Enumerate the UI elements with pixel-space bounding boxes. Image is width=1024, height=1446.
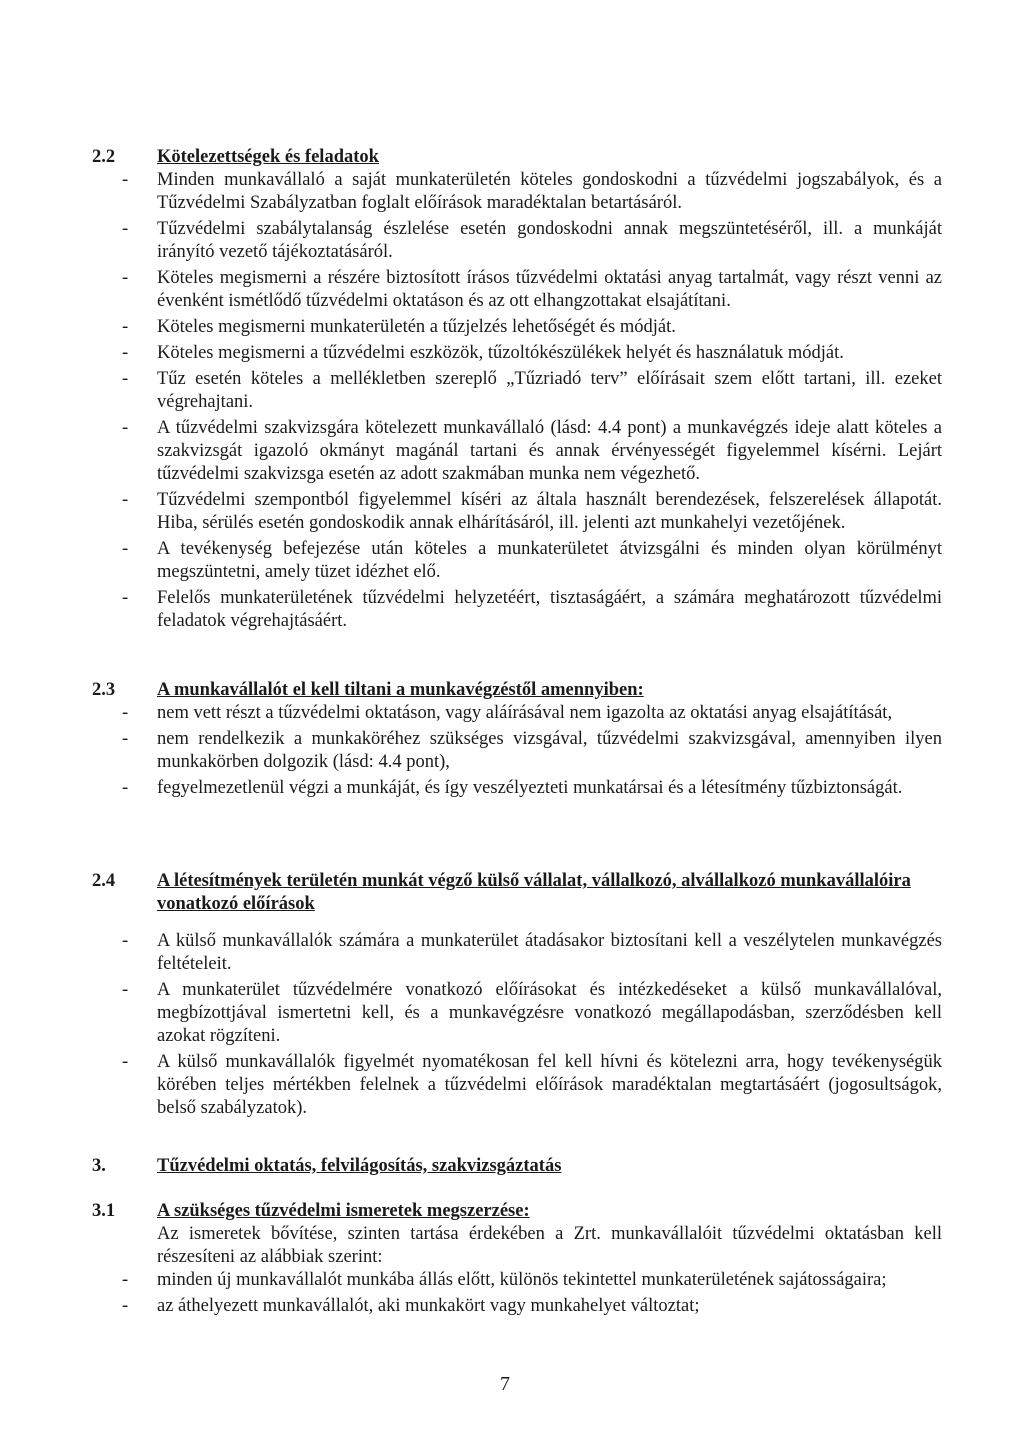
- section-title: Kötelezettségek és feladatok: [157, 147, 379, 167]
- section-number: 3.1: [92, 1201, 116, 1221]
- list-item: - Köteles megismerni munkaterületén a tűzjelzés lehetőségét és módját.: [122, 317, 676, 337]
- list-item: - Tűzvédelmi szabálytalanság észlelése esetén gondoskodni annak megszüntetéséről, ill. a munkáját irányító vezető tájékoztatásáról.: [122, 219, 942, 262]
- list-item: - A tűzvédelmi szakvizsgára kötelezett munkavállaló (lásd: 4.4 pont) a munkavégzés ideje alatt köteles a szakvizsgát igazoló okmányt magánál tartani és annak érvényességét figyelemmel kísérni. Lejárt tűzvédelmi szakvizsga esetén az adott szakmában munka nem végezhető.: [122, 418, 942, 484]
- section-3-1: [92, 1200, 942, 1321]
- section-number: 2.2: [92, 147, 116, 167]
- page-number: 7: [500, 1373, 510, 1395]
- item-list: [92, 930, 942, 1120]
- list-item: - A munkaterület tűzvédelmére vonatkozó előírásokat és intézkedéseket a külső munkavállalóval, megbízottjával ismertetni kell, és a munkavégzésre vonatkozó megállapodásban, szerződésben kell azokat rögzíteni.: [122, 980, 942, 1046]
- section-2-4: [92, 870, 942, 1123]
- item-list: [92, 169, 942, 633]
- list-item: - A külső munkavállalók figyelmét nyomatékosan fel kell hívni és kötelezni arra, hogy tevékenységük körében teljes mértékben felelnek a tűzvédelmi előírások maradéktalan megtartásáért (jogosultságok, belső szabályzatok).: [122, 1052, 942, 1118]
- list-item: - Minden munkavállaló a saját munkaterületén köteles gondoskodni a tűzvédelmi jogszabályok, és a Tűzvédelmi Szabályzatban foglalt előírások maradéktalan betartásáról.: [122, 170, 942, 213]
- list-item: - minden új munkavállalót munkába állás előtt, különös tekintettel munkaterületének sajátosságaira;: [122, 1270, 887, 1290]
- list-item: - A tevékenység befejezése után köteles a munkaterületet átvizsgálni és minden olyan körülményt megszüntetni, amely tüzet idézhet elő.: [122, 539, 942, 582]
- list-item: - az áthelyezett munkavállalót, aki munkakört vagy munkahelyet változtat;: [122, 1296, 700, 1316]
- section-number: 2.4: [92, 871, 116, 891]
- list-item: - Tűzvédelmi szempontból figyelemmel kíséri az általa használt berendezések, felszerelések állapotát. Hiba, sérülés esetén gondoskodik annak elhárításáról, ill. jelenti azt munkahelyi vezetőjének.: [122, 490, 942, 533]
- section-2-3: [92, 679, 942, 803]
- list-item: - fegyelmezetlenül végzi a munkáját, és így veszélyezteti munkatársai és a létesítmény tűzbiztonságát.: [122, 778, 903, 798]
- list-item: - A külső munkavállalók számára a munkaterület átadásakor biztosítani kell a veszélytelen munkavégzés feltételeit.: [122, 931, 942, 974]
- item-list: [92, 1269, 942, 1318]
- list-item: - nem rendelkezik a munkaköréhez szükséges vizsgával, tűzvédelmi szakvizsgával, amennyiben ilyen munkakörben dolgozik (lásd: 4.4 pont),: [122, 729, 942, 772]
- section-intro: Az ismeretek bővítése, szinten tartása érdekében a Zrt. munkavállalóit tűzvédelmi oktatásban kell részesíteni az alábbiak szerint:: [157, 1224, 942, 1267]
- list-item: - Köteles megismerni a részére biztosított írásos tűzvédelmi oktatási anyag tartalmát, vagy részt venni az évenként ismétlődő tűzvédelmi oktatáson és az ott elhangzottakat elsajátítani.: [122, 268, 942, 311]
- section-title: A létesítmények területén munkát végző külső vállalat, vállalkozó, alvállalkozó munkavállalóira vonatkozó előírások: [157, 871, 911, 914]
- list-item: - nem vett részt a tűzvédelmi oktatáson, vagy aláírásával nem igazolta az oktatási anyag elsajátítását,: [122, 703, 893, 723]
- list-item: - Köteles megismerni a tűzvédelmi eszközök, tűzoltókészülékek helyét és használatuk módját.: [122, 343, 844, 363]
- section-number: 3.: [92, 1156, 106, 1176]
- section-title: A munkavállalót el kell tiltani a munkavégzéstől amennyiben:: [157, 680, 644, 700]
- section-3: [92, 1155, 942, 1178]
- item-list: [92, 702, 942, 800]
- list-item: - Felelős munkaterületének tűzvédelmi helyzetéért, tisztaságáért, a számára meghatározott tűzvédelmi feladatok végrehajtásáért.: [122, 588, 942, 631]
- section-title: A szükséges tűzvédelmi ismeretek megszerzése:: [157, 1201, 530, 1221]
- section-title: Tűzvédelmi oktatás, felvilágosítás, szakvizsgáztatás: [157, 1156, 562, 1176]
- section-2-2: [92, 146, 942, 636]
- list-item: - Tűz esetén köteles a mellékletben szereplő „Tűzriadó terv” előírásait szem előtt tartani, ill. ezeket végrehajtani.: [122, 369, 942, 412]
- section-number: 2.3: [92, 680, 116, 700]
